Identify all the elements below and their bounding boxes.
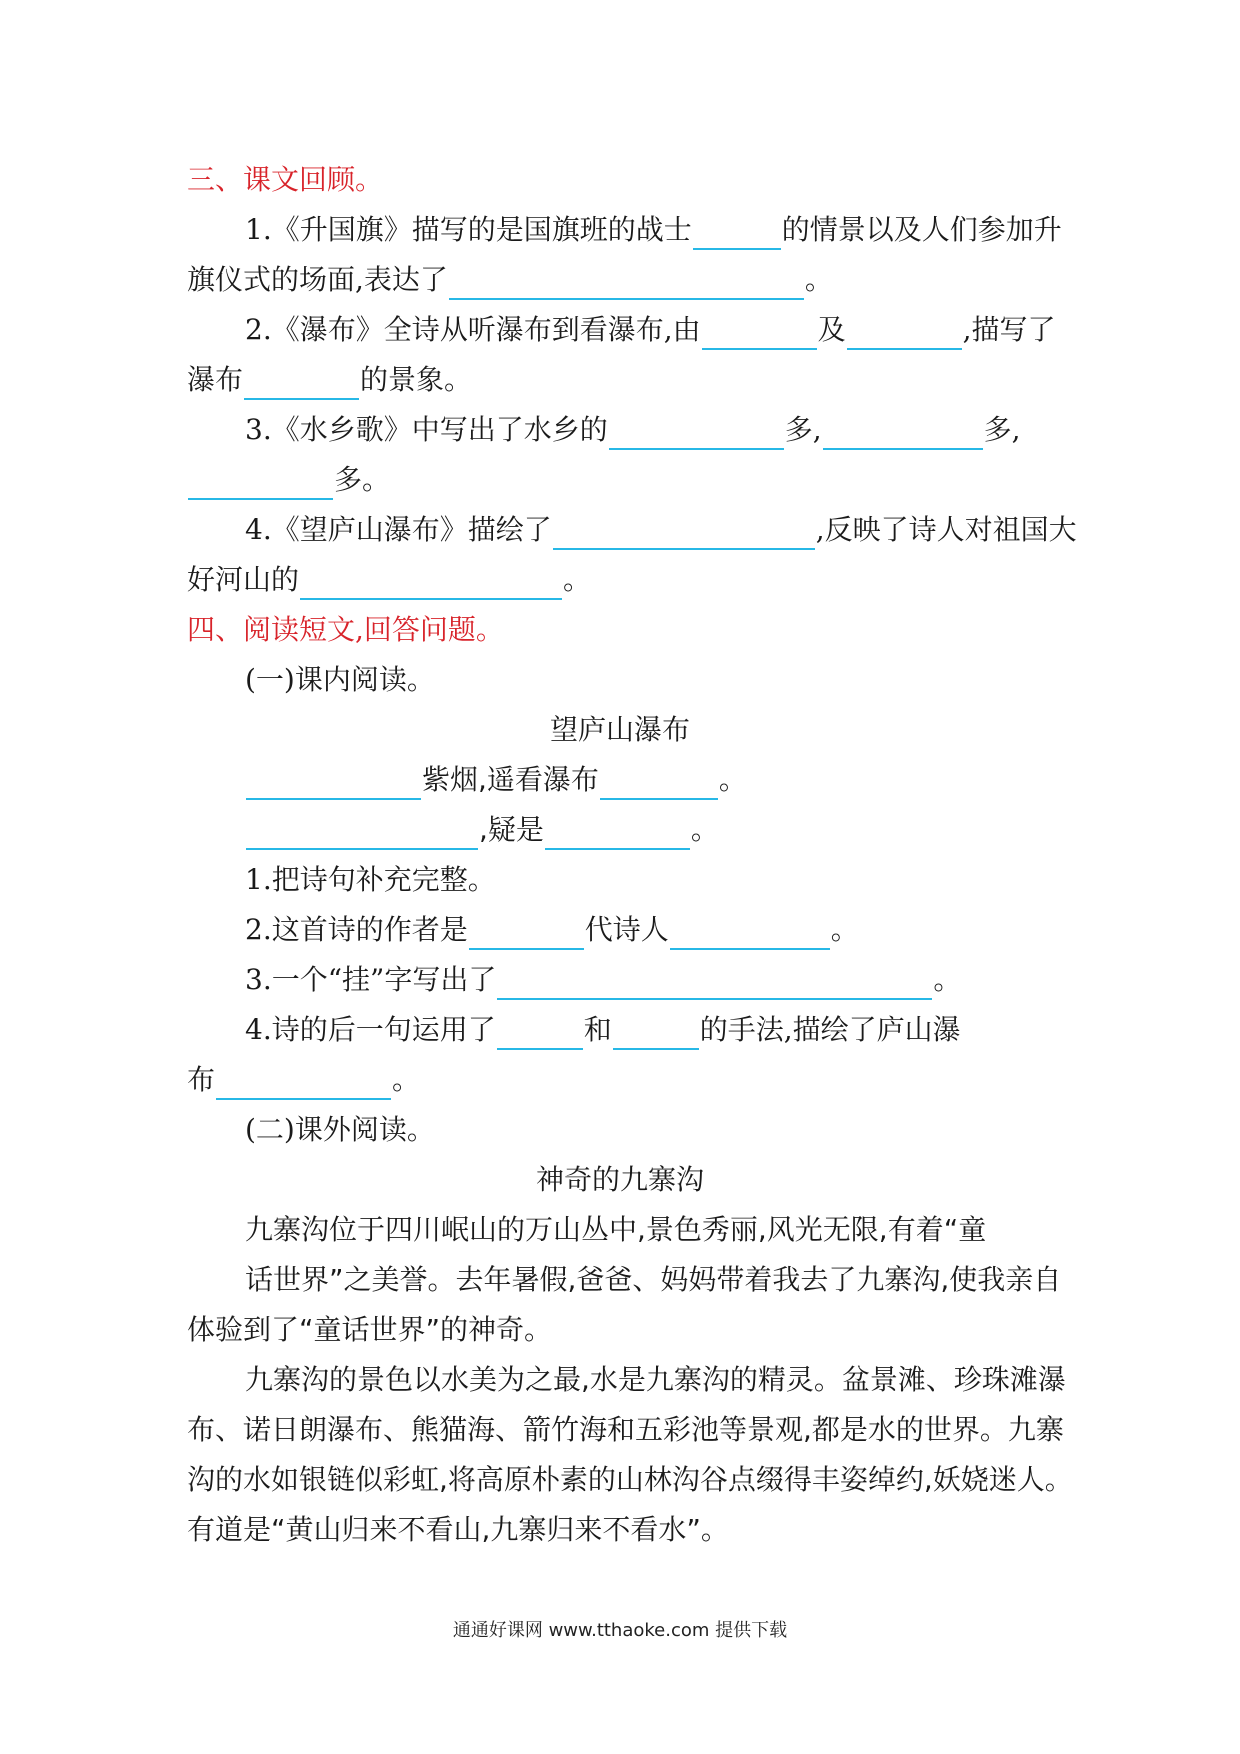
poem-blank-4[interactable] [545,818,690,850]
part2-label: (二)课外阅读。 [245,1113,435,1146]
q4-text-a: 4.《望庐山瀑布》描绘了 [245,513,552,546]
q3-blank-2[interactable] [823,418,983,450]
article-line: 有道是“黄山归来不看山,九寨归来不看水”。 [187,1513,729,1546]
q1-text-a: 1.《升国旗》描写的是国旗班的战士 [245,213,692,246]
article-line: 九寨沟位于四川岷山的万山丛中,景色秀丽,风光无限,有着“童 [245,1213,987,1246]
reading-q2-text-a: 2.这首诗的作者是 [245,913,468,946]
q4-text-c: 好河山的 [187,563,300,596]
q3-line2 [187,460,390,500]
poem-blank-2[interactable] [600,768,718,800]
reading-q4-blank-1[interactable] [497,1018,583,1050]
reading-q4-text-b: 和 [583,1013,612,1046]
q4-text-d: 。 [563,563,592,596]
q2-text-b: 及 [817,313,846,346]
reading-q4-blank-3[interactable] [216,1068,391,1100]
q3-text-a: 3.《水乡歌》中写出了水乡的 [245,413,608,446]
q2-text-d: 瀑布 [187,363,244,396]
poem-line-1-text-a: 紫烟,遥看瀑布 [422,763,599,796]
q3-blank-1[interactable] [609,418,784,450]
reading-q2-text-b: 代诗人 [584,913,669,946]
reading-q3 [245,960,961,1000]
q2-blank-2[interactable] [847,318,962,350]
q3-line1 [245,410,1021,450]
section-4-title: 四、阅读短文,回答问题。 [187,613,504,646]
reading-q4-text-e: 。 [392,1063,421,1096]
q1-text-b: 的情景以及人们参加升 [781,213,1062,246]
article-line: 布、诺日朗瀑布、熊猫海、箭竹海和五彩池等景观,都是水的世界。九寨 [187,1413,1064,1446]
poem-line-2-text-b: 。 [690,813,719,846]
poem-line-1-text-b: 。 [718,763,747,796]
reading-q2-blank-1[interactable] [469,918,584,950]
reading-q2 [245,910,859,950]
reading-q1: 1.把诗句补充完整。 [245,863,496,896]
q1-blank-1[interactable] [693,218,781,250]
article-line: 体验到了“童话世界”的神奇。 [187,1313,553,1346]
q2-blank-1[interactable] [702,318,817,350]
reading-q4-text-d: 布 [187,1063,216,1096]
reading-q3-blank[interactable] [497,968,932,1000]
article-title: 神奇的九寨沟 [535,1163,704,1196]
reading-q3-text-a: 3.一个“挂”字写出了 [245,963,497,996]
reading-q2-text-c: 。 [830,913,859,946]
reading-q3-text-b: 。 [933,963,962,996]
q3-text-c: 多, [983,413,1021,446]
q4-line1 [245,510,1077,550]
poem-line-2 [245,810,719,850]
poem-blank-3[interactable] [246,818,478,850]
reading-q4-line1 [245,1010,961,1050]
footer: 通通好课网 www.tthaoke.com 提供下载 [452,1620,788,1641]
q2-blank-3[interactable] [244,368,359,400]
q2-text-c: ,描写了 [962,313,1056,346]
q3-blank-3[interactable] [188,468,333,500]
reading-q4-line2 [187,1060,420,1100]
q1-text-c: 旗仪式的场面,表达了 [187,263,448,296]
q2-line1 [245,310,1056,350]
q1-line2 [187,260,833,300]
q1-line1 [245,210,1062,250]
poem-line-1 [245,760,747,800]
q4-blank-1[interactable] [553,518,815,550]
section-3-title: 三、课文回顾。 [187,163,384,196]
part1-label: (一)课内阅读。 [245,663,435,696]
article-line: 沟的水如银链似彩虹,将高原朴素的山林沟谷点缀得丰姿绰约,妖娆迷人。 [187,1463,1073,1496]
q1-text-d: 。 [804,263,833,296]
q4-line2 [187,560,591,600]
q4-text-b: ,反映了诗人对祖国大 [815,513,1077,546]
q4-blank-2[interactable] [300,568,562,600]
poem-blank-1[interactable] [246,768,421,800]
q2-text-a: 2.《瀑布》全诗从听瀑布到看瀑布,由 [245,313,701,346]
reading-q4-blank-2[interactable] [613,1018,699,1050]
q3-text-d: 多。 [334,463,391,496]
q3-text-b: 多, [784,413,822,446]
article-line: 九寨沟的景色以水美为之最,水是九寨沟的精灵。盆景滩、珍珠滩瀑 [245,1363,1066,1396]
poem-line-2-text-a: ,疑是 [479,813,544,846]
reading-q4-text-c: 的手法,描绘了庐山瀑 [699,1013,961,1046]
reading-q4-text-a: 4.诗的后一句运用了 [245,1013,496,1046]
article-line: 话世界”之美誉。去年暑假,爸爸、妈妈带着我去了九寨沟,使我亲自 [245,1263,1062,1296]
q1-blank-2[interactable] [449,268,804,300]
q2-text-e: 的景象。 [360,363,473,396]
q2-line2 [187,360,472,400]
poem-title: 望庐山瀑布 [549,713,690,746]
reading-q2-blank-2[interactable] [670,918,830,950]
